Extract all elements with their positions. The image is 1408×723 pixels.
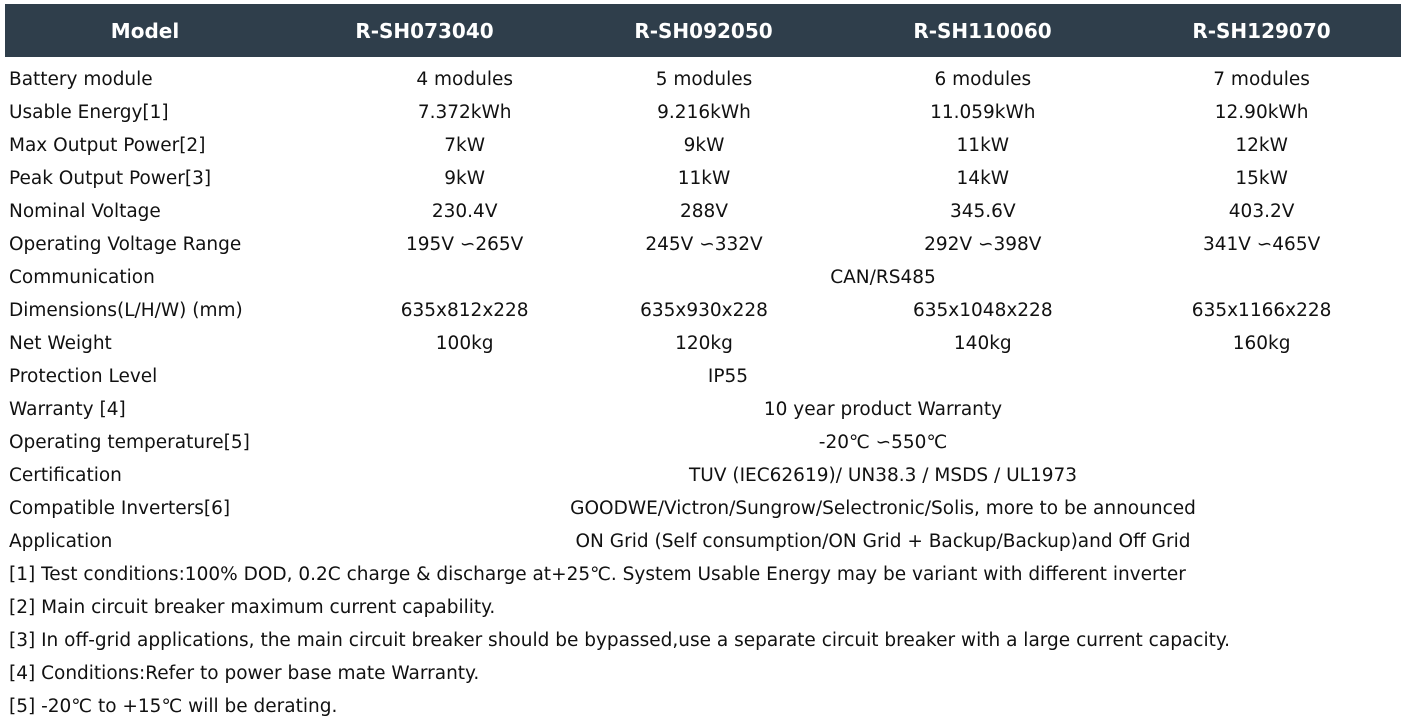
table-row-warranty <box>5 393 1401 426</box>
cell-value: 195V ∽265V <box>406 234 524 255</box>
footnote-3: [3] In off-grid applications, the main circuit breaker should be bypassed,use a separate circuit breaker with a large current capacity. <box>9 630 1231 651</box>
cell-value: 403.2V <box>1228 201 1295 222</box>
row-label: Operating Voltage Range <box>9 234 242 255</box>
cell-value: 14kW <box>956 168 1010 189</box>
cell-value: 120kg <box>675 333 733 354</box>
row-label: Battery module <box>9 69 153 90</box>
cell-value: 345.6V <box>949 201 1016 222</box>
cell-value: 100kg <box>435 333 494 354</box>
cell-value: 6 modules <box>934 69 1032 90</box>
cell-value: 245V ∽332V <box>645 234 763 255</box>
cell-value: 292V ∽398V <box>924 234 1042 255</box>
cell-value: 9.216kWh <box>657 102 751 123</box>
cell-value: 11kW <box>677 168 731 189</box>
cell-value: 341V ∽465V <box>1202 234 1321 255</box>
header-model-4: R-SH129070 <box>1192 18 1331 43</box>
table-row-communication <box>5 261 1401 294</box>
row-label: Communication <box>9 267 155 288</box>
table-row-max-output-power <box>5 129 1401 162</box>
row-label: Certification <box>9 465 122 486</box>
cell-value: 230.4V <box>431 201 498 222</box>
spec-table <box>5 4 1401 723</box>
cell-value: 160kg <box>1232 333 1291 354</box>
footnote-5: [5] -20℃ to +15℃ will be derating. <box>9 696 338 717</box>
cell-value: 635x1166x228 <box>1191 300 1332 321</box>
cell-value-shared: IP55 <box>707 366 749 387</box>
cell-value: 7.372kWh <box>417 102 512 123</box>
cell-value: 7kW <box>444 135 486 156</box>
table-row-operating-temperature <box>5 426 1401 459</box>
table-row-application <box>5 525 1401 558</box>
table-header <box>5 4 1401 57</box>
row-label: Usable Energy[1] <box>9 102 169 123</box>
table-row-usable-energy <box>5 96 1401 129</box>
cell-value: 635x930x228 <box>640 300 768 321</box>
cell-value-shared: CAN/RS485 <box>830 267 936 288</box>
cell-value: 5 modules <box>655 69 753 90</box>
row-label: Warranty [4] <box>9 399 126 420</box>
footnote-1: [1] Test conditions:100% DOD, 0.2C charge & discharge at+25℃. System Usable Energy may be variant with different inverter <box>9 564 1186 585</box>
table-row-protection-level <box>5 360 1401 393</box>
row-label: Compatible Inverters[6] <box>9 498 231 519</box>
table-row-certification <box>5 459 1401 492</box>
footnote-2: [2] Main circuit breaker maximum current capability. <box>9 597 496 618</box>
cell-value-shared: ON Grid (Self consumption/ON Grid + Backup/Backup)and Off Grid <box>575 531 1191 552</box>
row-label: Net Weight <box>9 333 112 354</box>
table-row-operating-voltage-range <box>5 228 1401 261</box>
cell-value: 15kW <box>1235 168 1288 189</box>
cell-value: 140kg <box>953 333 1012 354</box>
cell-value: 11.059kWh <box>930 102 1036 123</box>
cell-value: 12kW <box>1235 135 1288 156</box>
cell-value: 635x812x228 <box>400 300 529 321</box>
cell-value: 4 modules <box>416 69 513 90</box>
row-label: Operating temperature[5] <box>9 432 250 453</box>
cell-value: 11kW <box>956 135 1010 156</box>
cell-value: 288V <box>680 201 728 222</box>
cell-value: 7 modules <box>1213 69 1310 90</box>
header-model-label: Model <box>110 18 180 43</box>
table-row-compatible-inverters <box>5 492 1401 525</box>
table-body <box>5 63 1401 558</box>
row-label: Max Output Power[2] <box>9 135 206 156</box>
row-label: Protection Level <box>9 366 158 387</box>
row-label: Nominal Voltage <box>9 201 161 222</box>
row-label: Peak Output Power[3] <box>9 168 212 189</box>
table-row-dimensions <box>5 294 1401 327</box>
header-model-1: R-SH073040 <box>355 18 494 43</box>
cell-value: 9kW <box>444 168 486 189</box>
header-model-2: R-SH092050 <box>634 18 773 43</box>
table-row-peak-output-power <box>5 162 1401 195</box>
row-label: Dimensions(L/H/W) (mm) <box>9 300 243 321</box>
header-model-3: R-SH110060 <box>913 18 1052 43</box>
table-row-net-weight <box>5 327 1401 360</box>
cell-value-shared: 10 year product Warranty <box>763 399 1003 420</box>
cell-value: 9kW <box>683 135 725 156</box>
table-row-nominal-voltage <box>5 195 1401 228</box>
cell-value: 12.90kWh <box>1214 102 1309 123</box>
table-row-battery-module <box>5 63 1401 96</box>
row-label: Application <box>9 531 113 552</box>
cell-value: 635x1048x228 <box>913 300 1053 321</box>
footnotes <box>5 558 1401 723</box>
footnote-4: [4] Conditions:Refer to power base mate Warranty. <box>9 663 480 684</box>
cell-value-shared: -20℃ ∽550℃ <box>818 432 948 453</box>
cell-value-shared: TUV (IEC62619)/ UN38.3 / MSDS / UL1973 <box>688 465 1078 486</box>
cell-value-shared: GOODWE/Victron/Sungrow/Selectronic/Solis, more to be announced <box>570 498 1196 519</box>
